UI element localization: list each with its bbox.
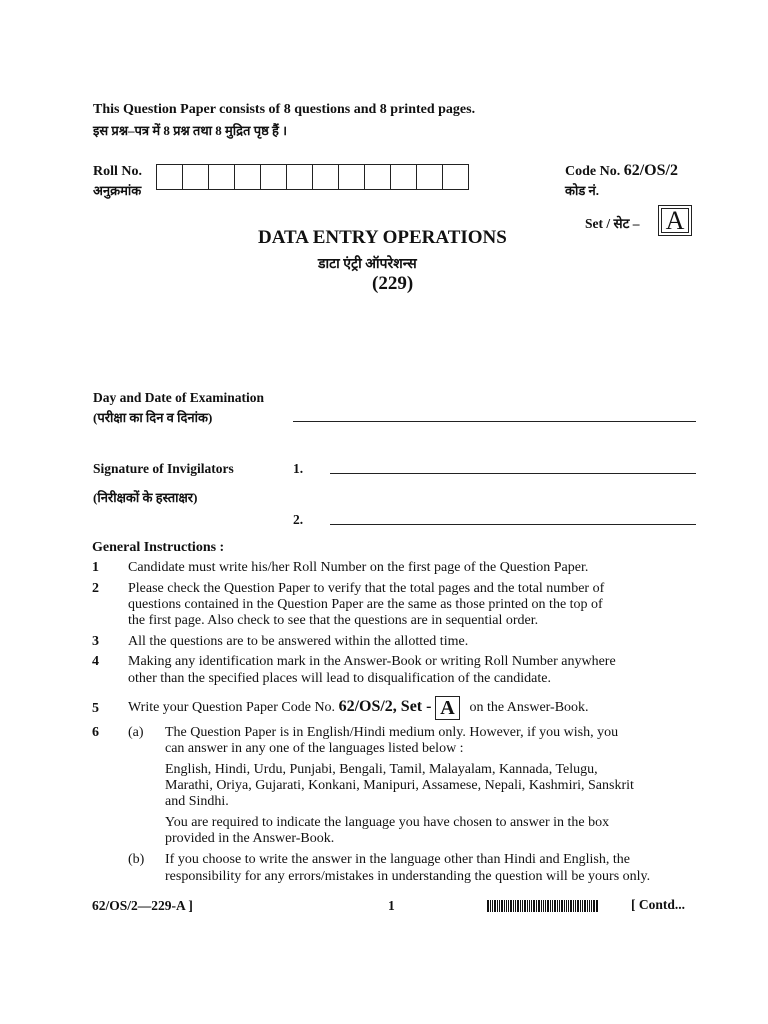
invigilator-2-number: 2. [293,512,304,527]
instruction-5-number: 5 [92,701,99,716]
barcode-icon [487,900,622,912]
instruction-4-number: 4 [92,654,99,669]
header-line-english: This Question Paper consists of 8 questions and 8 printed pages. [93,102,476,117]
instruction-6a-line-2: can answer in any one of the languages listed below : [165,741,464,756]
invigilator-1-number: 1. [293,461,304,476]
instructions-heading: General Instructions : [92,540,225,555]
instruction-5-code: 62/OS/2, Set - [338,698,432,715]
roll-number-cell[interactable] [260,164,287,190]
roll-number-label: Roll No. [93,164,142,179]
exam-date-field[interactable] [293,421,696,422]
exam-date-label-hindi: (परीक्षा का दिन व दिनांक) [93,410,213,425]
header-line-hindi: इस प्रश्न–पत्र में 8 प्रश्न तथा 8 मुद्रित पृष्ठ हैं । [93,123,288,138]
instruction-6b-label: (b) [128,852,145,867]
code-number-value: 62/OS/2 [623,162,678,179]
roll-number-cell[interactable] [312,164,339,190]
exam-date-label: Day and Date of Examination [93,390,265,405]
code-number-label: Code No. [565,164,621,179]
roll-number-cell[interactable] [182,164,209,190]
instruction-6b-line-2: responsibility for any errors/mistakes in understanding the question will be yours only. [165,869,651,884]
instruction-6b-line-1: If you choose to write the answer in the language other than Hindi and English, the [165,852,630,867]
languages-line-3: and Sindhi. [165,794,229,809]
instruction-1-number: 1 [92,560,99,575]
instruction-4-line-2: other than the specified places will lead to disqualification of the candidate. [128,671,551,686]
roll-number-cell[interactable] [208,164,235,190]
roll-number-cell[interactable] [234,164,261,190]
roll-number-boxes[interactable] [157,164,469,190]
roll-number-cell[interactable] [338,164,365,190]
languages-line-1: English, Hindi, Urdu, Punjabi, Bengali, Tamil, Malayalam, Kannada, Telugu, [165,762,598,777]
set-value: A [665,205,685,235]
footer-code: 62/OS/2—229-A ] [92,898,193,913]
instruction-2-number: 2 [92,581,99,596]
instruction-6a-label: (a) [128,725,144,740]
instruction-2-line-2: questions contained in the Question Paper are the same as those printed on the top of [128,597,603,612]
invigilators-label: Signature of Invigilators [93,461,234,476]
roll-number-cell[interactable] [364,164,391,190]
roll-number-cell[interactable] [416,164,443,190]
roll-number-cell[interactable] [156,164,183,190]
instruction-6a-line-1: The Question Paper is in English/Hindi medium only. However, if you wish, you [165,725,619,740]
page-number: 1 [388,898,395,913]
invigilator-1-signature-field[interactable] [330,473,696,474]
subject-code: (229) [372,273,414,294]
instruction-4-line-1: Making any identification mark in the Answer-Book or writing Roll Number anywhere [128,654,616,669]
code-number-label-hindi: कोड नं. [565,183,600,198]
languages-line-2: Marathi, Oriya, Gujarati, Konkani, Manipuri, Assamese, Nepali, Kashmiri, Sanskrit [165,778,634,793]
continued-note: [ Contd... [631,897,686,912]
instruction-6-number: 6 [92,725,99,740]
instruction-3-number: 3 [92,634,99,649]
instruction-6a-required-line-1: You are required to indicate the language you have chosen to answer in the box [165,815,610,830]
subject-title: DATA ENTRY OPERATIONS [258,227,507,248]
instruction-2-line-3: the first page. Also check to see that the questions are in sequential order. [128,613,539,628]
instruction-5-text [128,694,589,721]
roll-number-cell[interactable] [390,164,417,190]
instruction-3-text: All the questions are to be answered within the allotted time. [128,634,469,649]
set-label: Set / सेट – [585,216,640,231]
instruction-5-pre: Write your Question Paper Code No. [128,700,336,715]
instruction-5-set-box: A [435,696,460,720]
instruction-1-text: Candidate must write his/her Roll Number on the first page of the Question Paper. [128,560,589,575]
subject-title-hindi: डाटा एंट्री ऑपरेशन्स [318,257,417,272]
instruction-5-post: on the Answer-Book. [469,700,589,715]
instruction-2-line-1: Please check the Question Paper to verify that the total pages and the total number of [128,581,605,596]
invigilators-label-hindi: (निरीक्षकों के हस्ताक्षर) [93,490,198,505]
code-number [565,162,678,180]
invigilator-2-signature-field[interactable] [330,524,696,525]
instruction-6a-required-line-2: provided in the Answer-Book. [165,831,335,846]
roll-number-cell[interactable] [286,164,313,190]
set-box [658,205,692,236]
roll-number-cell[interactable] [442,164,469,190]
roll-number-label-hindi: अनुक्रमांक [93,183,142,198]
